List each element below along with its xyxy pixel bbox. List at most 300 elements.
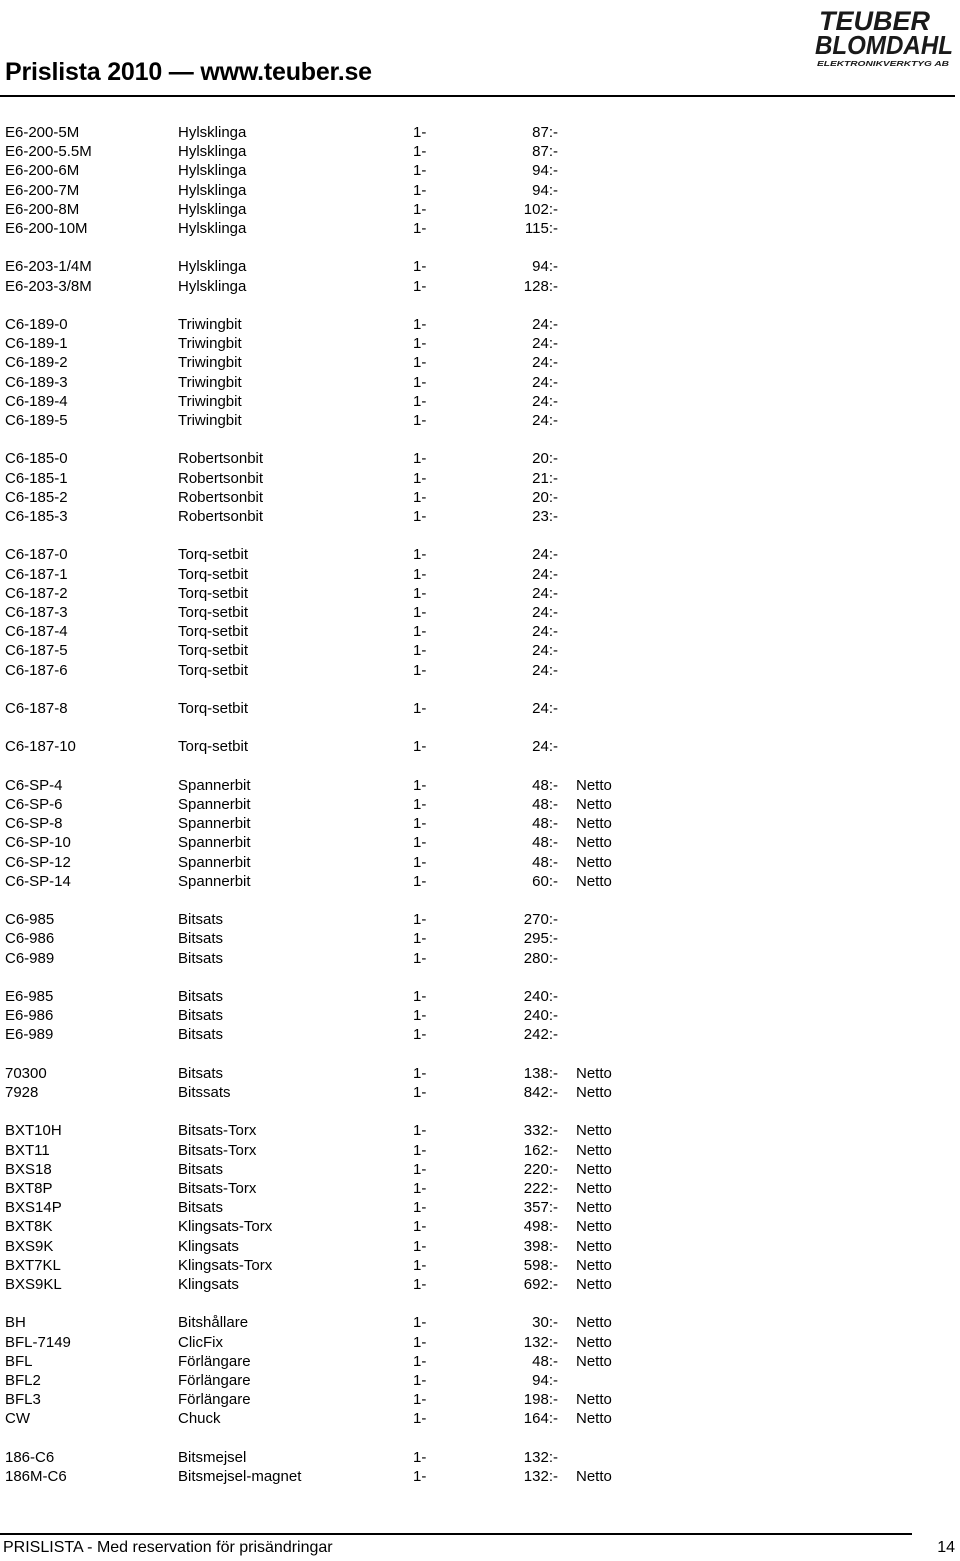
item-code: E6-986 xyxy=(5,1007,54,1025)
item-code: E6-203-3/8M xyxy=(5,277,92,295)
item-quantity: 1- xyxy=(413,988,427,1005)
price-row xyxy=(0,814,960,833)
price-row xyxy=(0,142,960,161)
price-row xyxy=(0,334,960,353)
item-description: ClicFix xyxy=(178,1333,223,1351)
item-code: C6-187-5 xyxy=(5,642,68,660)
item-note: Netto xyxy=(576,1084,612,1101)
item-quantity: 1- xyxy=(413,335,427,353)
item-description: Förlängare xyxy=(178,1352,251,1370)
item-note: Netto xyxy=(576,1391,612,1409)
price-row xyxy=(0,1160,960,1179)
price-row xyxy=(0,545,960,564)
item-description: Förlängare xyxy=(178,1391,251,1409)
item-code: C6-187-1 xyxy=(5,565,68,583)
item-note: Netto xyxy=(576,1237,612,1255)
price-row xyxy=(0,1409,960,1428)
item-quantity: 1- xyxy=(413,930,427,948)
item-quantity: 1- xyxy=(413,738,427,756)
item-quantity: 1- xyxy=(413,661,427,679)
price-row xyxy=(0,1006,960,1025)
item-quantity: 1- xyxy=(413,1064,427,1082)
price-row xyxy=(0,1217,960,1236)
price-row xyxy=(0,353,960,372)
item-price: 24:- xyxy=(532,565,558,583)
item-note: Netto xyxy=(576,1141,612,1159)
item-description: Bitsats xyxy=(178,1160,224,1178)
price-row xyxy=(0,1064,960,1083)
item-note: Netto xyxy=(576,872,612,890)
item-quantity: 1- xyxy=(413,642,427,660)
item-description: Bitsats xyxy=(178,1007,224,1025)
item-description: Spannerbit xyxy=(178,815,251,833)
price-row xyxy=(0,1025,960,1044)
item-code: BXS18 xyxy=(5,1160,52,1178)
item-price: 94:- xyxy=(532,258,558,276)
price-row xyxy=(0,1313,960,1332)
item-quantity: 1- xyxy=(413,316,427,333)
price-row xyxy=(0,1333,960,1352)
item-price: 24:- xyxy=(532,661,558,679)
item-description: Bitsmejsel xyxy=(178,1448,247,1466)
item-price: 24:- xyxy=(532,584,558,602)
item-price: 94:- xyxy=(532,1372,558,1389)
item-description: Torq-setbit xyxy=(178,565,249,583)
item-code: C6-SP-10 xyxy=(5,834,71,852)
item-quantity: 1- xyxy=(413,1180,427,1197)
item-quantity: 1- xyxy=(413,1372,427,1389)
item-price: 24:- xyxy=(532,392,558,410)
item-quantity: 1- xyxy=(413,1448,427,1466)
item-price: 24:- xyxy=(532,412,558,429)
item-quantity: 1- xyxy=(413,450,427,468)
item-price: 48:- xyxy=(532,815,558,833)
item-note: Netto xyxy=(576,1314,612,1332)
item-description: Torq-setbit xyxy=(178,584,249,602)
footer-divider xyxy=(0,1533,912,1535)
item-description: Bitsats xyxy=(178,1199,224,1217)
item-note: Netto xyxy=(576,1256,612,1274)
item-code: BXS14P xyxy=(5,1199,62,1217)
price-row xyxy=(0,507,960,526)
item-note: Netto xyxy=(576,1276,612,1293)
item-quantity: 1- xyxy=(413,1276,427,1293)
item-description: Triwingbit xyxy=(178,335,242,353)
item-description: Chuck xyxy=(178,1410,221,1428)
item-price: 48:- xyxy=(532,1352,558,1370)
item-code: C6-189-1 xyxy=(5,335,68,353)
item-code: E6-200-7M xyxy=(5,181,80,199)
item-description: Bitshållare xyxy=(178,1314,249,1332)
item-price: 398:- xyxy=(523,1237,558,1255)
price-row xyxy=(0,449,960,468)
page-title: Prislista 2010 — www.teuber.se xyxy=(5,58,372,86)
item-quantity: 1- xyxy=(413,1084,427,1101)
item-quantity: 1- xyxy=(413,1333,427,1351)
item-price: 20:- xyxy=(532,488,558,506)
item-code: C6-187-3 xyxy=(5,604,68,621)
item-price: 198:- xyxy=(523,1391,558,1409)
item-quantity: 1- xyxy=(413,1410,427,1428)
price-row xyxy=(0,833,960,852)
item-description: Robertsonbit xyxy=(178,488,264,506)
item-price: 332:- xyxy=(523,1122,558,1140)
item-quantity: 1- xyxy=(413,1314,427,1332)
price-row xyxy=(0,1448,960,1467)
price-row xyxy=(0,1083,960,1102)
item-quantity: 1- xyxy=(413,220,427,237)
item-code: E6-200-8M xyxy=(5,200,80,218)
item-quantity: 1- xyxy=(413,604,427,621)
price-row xyxy=(0,661,960,680)
item-price: 138:- xyxy=(523,1064,558,1082)
price-row xyxy=(0,1121,960,1140)
item-price: 87:- xyxy=(532,143,558,161)
item-quantity: 1- xyxy=(413,872,427,890)
item-price: 132:- xyxy=(523,1333,558,1351)
item-code: C6-SP-12 xyxy=(5,853,71,871)
item-note: Netto xyxy=(576,1468,612,1485)
item-description: Bitsats-Torx xyxy=(178,1180,257,1197)
item-description: Hylsklinga xyxy=(178,258,247,276)
item-code: C6-189-4 xyxy=(5,392,68,410)
item-code: BFL xyxy=(5,1352,33,1370)
item-description: Bitsmejsel-magnet xyxy=(178,1468,302,1485)
item-code: C6-189-2 xyxy=(5,354,68,372)
price-row xyxy=(0,1141,960,1160)
item-price: 24:- xyxy=(532,316,558,333)
item-quantity: 1- xyxy=(413,1122,427,1140)
price-row xyxy=(0,776,960,795)
item-price: 21:- xyxy=(532,469,558,487)
price-row xyxy=(0,257,960,276)
item-description: Torq-setbit xyxy=(178,738,249,756)
item-quantity: 1- xyxy=(413,776,427,794)
item-quantity: 1- xyxy=(413,1352,427,1370)
item-quantity: 1- xyxy=(413,911,427,929)
item-quantity: 1- xyxy=(413,1160,427,1178)
item-code: C6-187-0 xyxy=(5,546,68,564)
item-note: Netto xyxy=(576,1199,612,1217)
item-description: Spannerbit xyxy=(178,872,251,890)
item-price: 842:- xyxy=(523,1084,558,1101)
item-code: BXT8P xyxy=(5,1180,53,1197)
item-code: E6-203-1/4M xyxy=(5,258,92,276)
item-price: 23:- xyxy=(532,508,558,525)
item-quantity: 1- xyxy=(413,1026,427,1044)
item-description: Klingsats-Torx xyxy=(178,1256,273,1274)
price-row xyxy=(0,373,960,392)
item-quantity: 1- xyxy=(413,124,427,141)
item-quantity: 1- xyxy=(413,949,427,967)
item-description: Torq-setbit xyxy=(178,604,249,621)
item-note: Netto xyxy=(576,834,612,852)
item-description: Torq-setbit xyxy=(178,642,249,660)
item-quantity: 1- xyxy=(413,373,427,391)
item-price: 240:- xyxy=(523,988,558,1005)
item-code: C6-185-2 xyxy=(5,488,68,506)
price-row xyxy=(0,622,960,641)
item-note: Netto xyxy=(576,1352,612,1370)
item-description: Bitsats-Torx xyxy=(178,1122,257,1140)
item-quantity: 1- xyxy=(413,834,427,852)
price-row xyxy=(0,488,960,507)
item-description: Torq-setbit xyxy=(178,623,249,641)
footer-text: PRISLISTA - Med reservation för prisändringar xyxy=(3,1539,333,1556)
item-quantity: 1- xyxy=(413,392,427,410)
item-quantity: 1- xyxy=(413,508,427,525)
item-price: 24:- xyxy=(532,738,558,756)
item-price: 48:- xyxy=(532,796,558,813)
item-code: BFL2 xyxy=(5,1372,41,1389)
item-quantity: 1- xyxy=(413,1199,427,1217)
item-price: 24:- xyxy=(532,604,558,621)
item-code: C6-SP-14 xyxy=(5,872,71,890)
item-code: BFL-7149 xyxy=(5,1333,71,1351)
item-code: 186-C6 xyxy=(5,1448,55,1466)
price-row xyxy=(0,411,960,430)
item-quantity: 1- xyxy=(413,546,427,564)
item-quantity: 1- xyxy=(413,700,427,717)
item-code: BXS9KL xyxy=(5,1276,62,1293)
item-quantity: 1- xyxy=(413,1256,427,1274)
price-row xyxy=(0,641,960,660)
item-price: 24:- xyxy=(532,623,558,641)
item-note: Netto xyxy=(576,1410,612,1428)
logo-line-1: TEUBER xyxy=(819,6,931,36)
item-code: C6-187-10 xyxy=(5,738,76,756)
item-description: Robertsonbit xyxy=(178,450,264,468)
item-description: Bitsats xyxy=(178,911,224,929)
price-row xyxy=(0,1198,960,1217)
item-note: Netto xyxy=(576,1160,612,1178)
item-quantity: 1- xyxy=(413,1237,427,1255)
item-price: 115:- xyxy=(524,220,558,237)
price-row xyxy=(0,1371,960,1390)
item-price: 24:- xyxy=(532,546,558,564)
item-description: Spannerbit xyxy=(178,796,251,813)
item-quantity: 1- xyxy=(413,200,427,218)
item-description: Triwingbit xyxy=(178,392,242,410)
item-description: Hylsklinga xyxy=(178,162,247,180)
item-quantity: 1- xyxy=(413,584,427,602)
item-price: 357:- xyxy=(523,1199,558,1217)
price-row xyxy=(0,1275,960,1294)
item-code: C6-185-3 xyxy=(5,508,68,525)
item-price: 270:- xyxy=(523,911,558,929)
item-price: 24:- xyxy=(532,335,558,353)
item-price: 48:- xyxy=(532,834,558,852)
price-row xyxy=(0,795,960,814)
price-row xyxy=(0,1237,960,1256)
item-note: Netto xyxy=(576,1064,612,1082)
item-code: BH xyxy=(5,1314,26,1332)
item-price: 87:- xyxy=(532,124,558,141)
price-row xyxy=(0,1352,960,1371)
item-description: Bitsats xyxy=(178,1026,224,1044)
item-quantity: 1- xyxy=(413,1007,427,1025)
item-description: Klingsats xyxy=(178,1237,239,1255)
item-price: 60:- xyxy=(532,872,558,890)
item-quantity: 1- xyxy=(413,412,427,429)
item-note: Netto xyxy=(576,1333,612,1351)
item-price: 280:- xyxy=(523,949,558,967)
item-description: Triwingbit xyxy=(178,354,242,372)
price-row xyxy=(0,949,960,968)
item-quantity: 1- xyxy=(413,1468,427,1485)
item-description: Triwingbit xyxy=(178,316,242,333)
item-description: Hylsklinga xyxy=(178,200,247,218)
logo-line-2: BLOMDAHL xyxy=(815,30,953,60)
item-quantity: 1- xyxy=(413,1391,427,1409)
item-price: 240:- xyxy=(523,1007,558,1025)
item-quantity: 1- xyxy=(413,143,427,161)
item-description: Bitsats xyxy=(178,1064,224,1082)
item-code: E6-200-6M xyxy=(5,162,80,180)
item-description: Torq-setbit xyxy=(178,700,249,717)
price-row xyxy=(0,277,960,296)
item-code: E6-985 xyxy=(5,988,54,1005)
item-code: C6-SP-4 xyxy=(5,776,63,794)
item-quantity: 1- xyxy=(413,277,427,295)
item-code: 186M-C6 xyxy=(5,1468,67,1485)
item-price: 242:- xyxy=(523,1026,558,1044)
item-code: CW xyxy=(5,1410,30,1428)
item-description: Hylsklinga xyxy=(178,277,247,295)
item-code: BXT8K xyxy=(5,1218,53,1236)
price-row xyxy=(0,315,960,334)
item-code: E6-989 xyxy=(5,1026,54,1044)
price-row xyxy=(0,910,960,929)
price-row xyxy=(0,1256,960,1275)
price-row xyxy=(0,161,960,180)
item-description: Torq-setbit xyxy=(178,661,249,679)
item-price: 128:- xyxy=(523,277,558,295)
price-row xyxy=(0,1390,960,1409)
item-quantity: 1- xyxy=(413,488,427,506)
item-description: Spannerbit xyxy=(178,853,251,871)
item-description: Hylsklinga xyxy=(178,143,247,161)
item-price: 94:- xyxy=(532,181,558,199)
item-description: Robertsonbit xyxy=(178,469,264,487)
item-quantity: 1- xyxy=(413,181,427,199)
item-quantity: 1- xyxy=(413,623,427,641)
item-price: 48:- xyxy=(532,776,558,794)
item-description: Klingsats xyxy=(178,1276,239,1293)
item-price: 30:- xyxy=(532,1314,558,1332)
item-quantity: 1- xyxy=(413,1218,427,1236)
item-code: E6-200-10M xyxy=(5,220,88,237)
price-row xyxy=(0,1467,960,1486)
item-code: C6-SP-8 xyxy=(5,815,63,833)
item-code: C6-986 xyxy=(5,930,55,948)
price-row xyxy=(0,584,960,603)
item-note: Netto xyxy=(576,1180,612,1197)
item-code: C6-SP-6 xyxy=(5,796,63,813)
item-description: Förlängare xyxy=(178,1372,251,1389)
item-description: Triwingbit xyxy=(178,373,242,391)
item-description: Hylsklinga xyxy=(178,220,247,237)
item-note: Netto xyxy=(576,776,612,794)
price-row xyxy=(0,987,960,1006)
price-row xyxy=(0,123,960,142)
item-description: Torq-setbit xyxy=(178,546,249,564)
item-code: C6-185-0 xyxy=(5,450,68,468)
price-row xyxy=(0,1179,960,1198)
item-code: BXT10H xyxy=(5,1122,62,1140)
item-description: Klingsats-Torx xyxy=(178,1218,273,1236)
item-code: C6-185-1 xyxy=(5,469,68,487)
item-price: 692:- xyxy=(523,1276,558,1293)
item-description: Bitsats xyxy=(178,988,224,1005)
item-quantity: 1- xyxy=(413,1141,427,1159)
item-description: Hylsklinga xyxy=(178,124,247,141)
item-code: C6-189-0 xyxy=(5,316,68,333)
item-code: E6-200-5M xyxy=(5,124,80,141)
price-row xyxy=(0,469,960,488)
logo-line-3: ELEKTRONIKVERKTYG AB xyxy=(817,61,949,68)
price-row xyxy=(0,853,960,872)
item-code: C6-989 xyxy=(5,949,55,967)
price-row xyxy=(0,872,960,891)
item-quantity: 1- xyxy=(413,815,427,833)
item-code: BFL3 xyxy=(5,1391,41,1409)
item-description: Bitsats xyxy=(178,949,224,967)
item-note: Netto xyxy=(576,1122,612,1140)
item-price: 24:- xyxy=(532,373,558,391)
item-code: E6-200-5.5M xyxy=(5,143,92,161)
price-row xyxy=(0,565,960,584)
item-quantity: 1- xyxy=(413,853,427,871)
item-note: Netto xyxy=(576,853,612,871)
price-row xyxy=(0,181,960,200)
price-row xyxy=(0,603,960,622)
item-price: 220:- xyxy=(523,1160,558,1178)
page-number: 14 xyxy=(937,1539,955,1556)
item-description: Spannerbit xyxy=(178,834,251,852)
item-description: Triwingbit xyxy=(178,412,242,429)
item-price: 102:- xyxy=(523,200,558,218)
item-description: Robertsonbit xyxy=(178,508,264,525)
item-price: 132:- xyxy=(523,1468,558,1485)
item-price: 222:- xyxy=(523,1180,558,1197)
item-code: C6-187-6 xyxy=(5,661,68,679)
item-code: C6-985 xyxy=(5,911,55,929)
item-price: 132:- xyxy=(523,1448,558,1466)
item-note: Netto xyxy=(576,1218,612,1236)
item-price: 295:- xyxy=(523,930,558,948)
item-price: 48:- xyxy=(532,853,558,871)
item-price: 20:- xyxy=(532,450,558,468)
item-price: 24:- xyxy=(532,700,558,717)
item-code: 7928 xyxy=(5,1084,39,1101)
item-price: 164:- xyxy=(523,1410,558,1428)
item-price: 498:- xyxy=(523,1218,558,1236)
item-code: C6-189-3 xyxy=(5,373,68,391)
item-quantity: 1- xyxy=(413,469,427,487)
item-code: BXT7KL xyxy=(5,1256,61,1274)
item-description: Hylsklinga xyxy=(178,181,247,199)
item-code: 70300 xyxy=(5,1064,47,1082)
item-quantity: 1- xyxy=(413,162,427,180)
item-quantity: 1- xyxy=(413,354,427,372)
item-description: Bitssats xyxy=(178,1084,231,1101)
item-code: C6-189-5 xyxy=(5,412,68,429)
price-row xyxy=(0,737,960,756)
item-price: 94:- xyxy=(532,162,558,180)
item-price: 598:- xyxy=(523,1256,558,1274)
item-quantity: 1- xyxy=(413,258,427,276)
